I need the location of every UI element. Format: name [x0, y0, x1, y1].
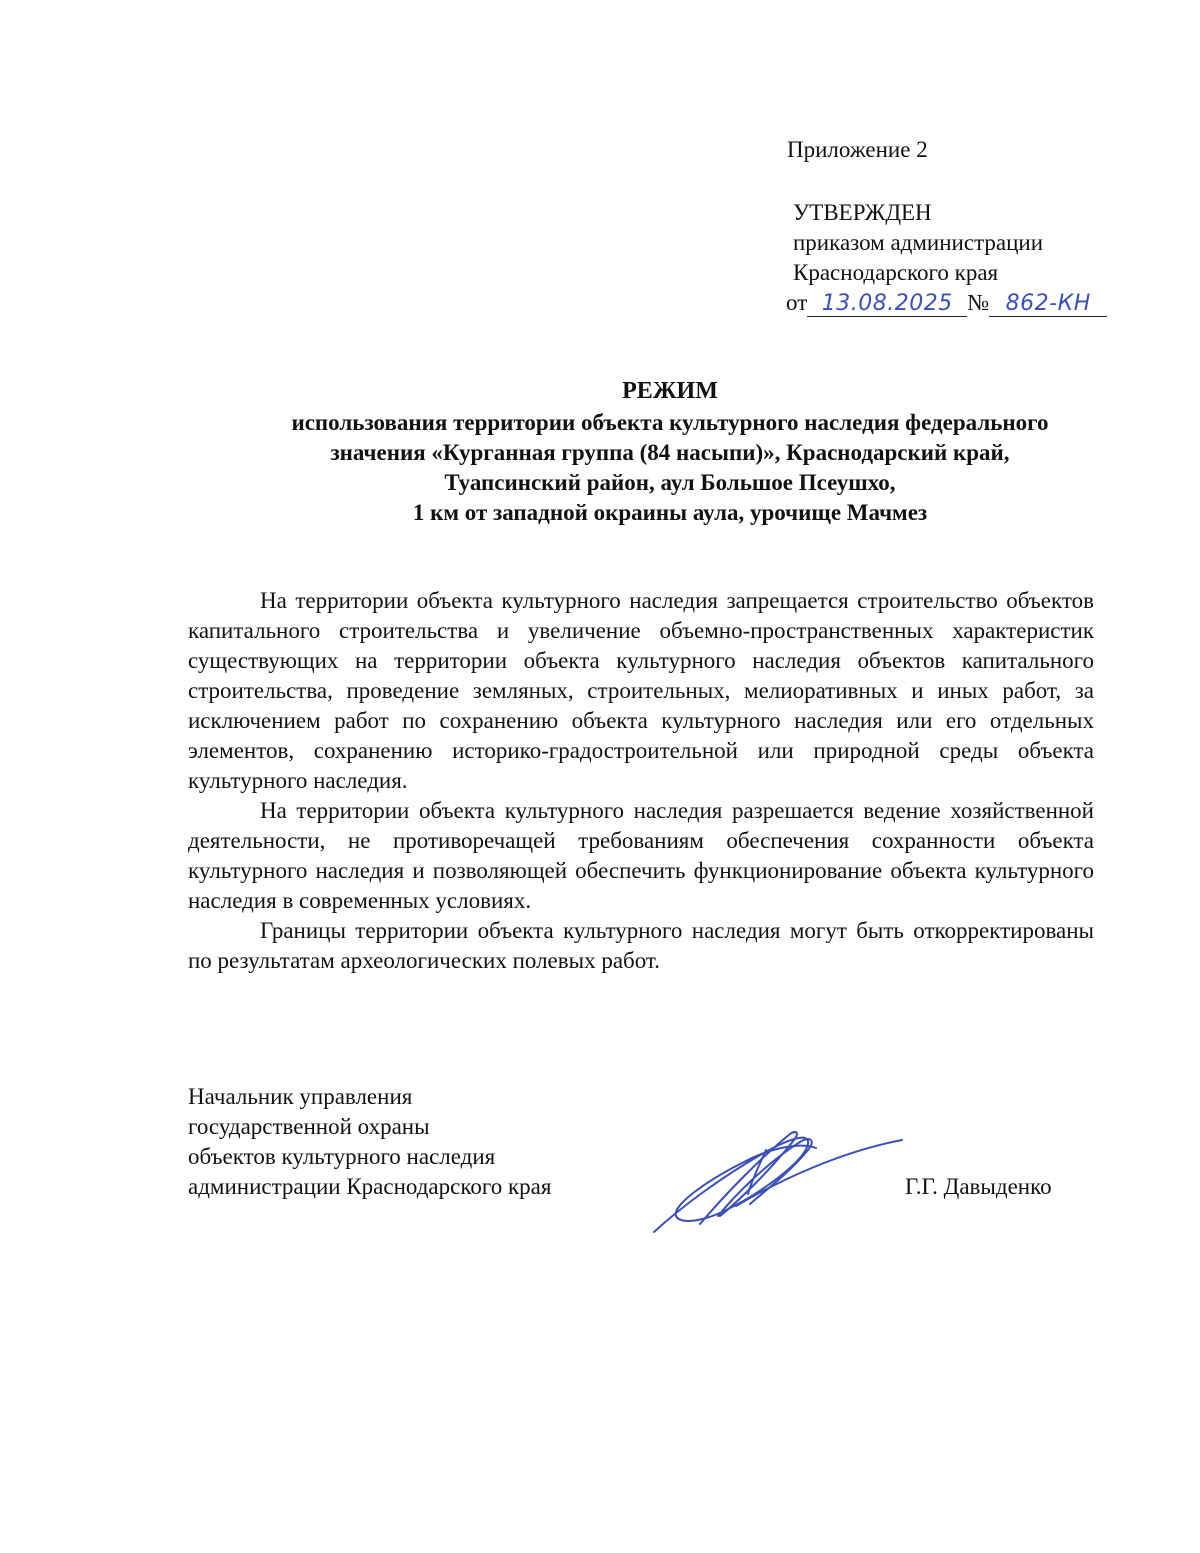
title-main: РЕЖИМ: [622, 378, 718, 404]
title-line: значения «Курганная группа (84 насыпи)», Краснодарский край,: [330, 440, 1010, 465]
handwritten-signature: [640, 1120, 920, 1240]
appendix-label: Приложение 2: [787, 137, 928, 162]
order-from-label: от: [786, 290, 808, 315]
body-paragraph: На территории объекта культурного наследия разрешается ведение хозяйственной деятельности, не противоречащей требованиям обеспечения сохранности объекта культурного наследия и позволяющей обеспечить функционирование объекта культурного наследия в современных условиях.: [188, 798, 1094, 913]
title-line: использования территории объекта культурного наследия федерального: [291, 410, 1049, 435]
signer-position-line: объектов культурного наследия: [188, 1144, 496, 1169]
signer-position-line: администрации Краснодарского края: [188, 1174, 552, 1199]
order-reference: [786, 288, 1107, 318]
body-paragraph: Границы территории объекта культурного наследия могут быть откорректированы по результатам археологических полевых работ.: [188, 918, 1094, 973]
document-title: [150, 376, 1190, 528]
order-date: 13.08.2025: [821, 291, 953, 316]
order-date-field: [807, 291, 967, 317]
approval-stamp: [786, 198, 1107, 318]
document-body: [188, 586, 1094, 976]
approved-by-line-2: Краснодарского края: [793, 260, 999, 285]
approved-by-line-1: приказом администрации: [793, 230, 1044, 255]
signer-position: [188, 1082, 551, 1202]
order-number-field: [989, 291, 1107, 317]
title-line: Туапсинский район, аул Большое Псеушхо,: [444, 470, 896, 495]
title-line: 1 км от западной окраины аула, урочище Мачмез: [412, 500, 928, 525]
approved-heading: УТВЕРЖДЕН: [793, 200, 932, 225]
signer-position-line: Начальник управления: [188, 1084, 413, 1109]
signer-name: Г.Г. Давыденко: [905, 1174, 1052, 1199]
signer-position-line: государственной охраны: [188, 1114, 430, 1139]
order-number: 862-КН: [1005, 291, 1091, 316]
body-paragraph: На территории объекта культурного наследия запрещается строительство объектов капитального строительства и увеличение объемно-пространственных характеристик существующих на территории объекта культурного наследия объектов капитального строительства, проведение земляных, строительных, мелиоративных и иных работ, за исключением работ по сохранению объекта культурного наследия или его отдельных элементов, сохранению историко-градостроительной или природной среды объекта культурного наследия.: [188, 588, 1094, 793]
order-number-label: №: [967, 290, 990, 315]
